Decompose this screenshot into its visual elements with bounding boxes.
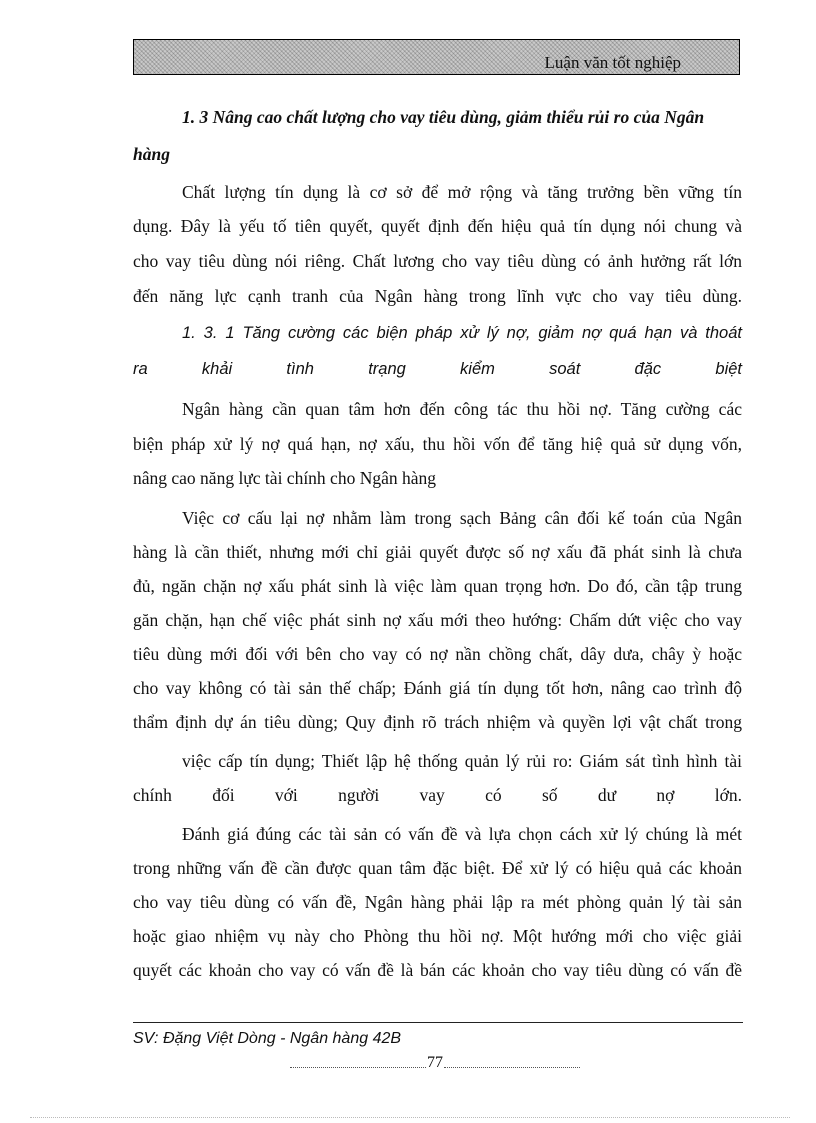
paragraph-4-line-3: cho vay tiêu dùng có vấn đề, Ngân hàng phải lập ra mét phòng quản lý tài sản <box>133 892 742 912</box>
paragraph-1-line-2: dụng. Đây là yếu tố tiên quyết, quyết định đến hiệu quả tín dụng nói chung và <box>133 216 742 236</box>
paragraph-4-line-1: Đánh giá đúng các tài sản có vấn đề và lựa chọn cách xử lý chúng là mét <box>182 824 742 844</box>
paragraph-1-line-1: Chất lượng tín dụng là cơ sở để mở rộng và tăng trưởng bền vững tín <box>182 182 742 202</box>
paragraph-3-line-7: thẩm định dự án tiêu dùng; Quy định rõ trách nhiệm và quyền lợi vật chất trong <box>133 712 742 732</box>
page-number-row <box>290 1055 580 1071</box>
footer-divider <box>133 1022 743 1023</box>
paragraph-1-line-3: cho vay tiêu dùng nói riêng. Chất lương cho vay tiêu dùng có ảnh hưởng rất lớn <box>133 251 742 271</box>
paragraph-3-line-9: chính đối với người vay có số dư nợ lớn. <box>133 785 742 805</box>
footer-author: SV: Đặng Việt Dòng - Ngân hàng 42B <box>133 1030 402 1047</box>
paragraph-2-line-1: Ngân hàng cần quan tâm hơn đến công tác thu hồi nợ. Tăng cường các <box>182 399 742 419</box>
page-number-leader-left <box>290 1067 426 1068</box>
paragraph-2-line-2: biện pháp xử lý nợ quá hạn, nợ xấu, thu hồi vốn để tăng hiệ quả sử dụng vốn, <box>133 434 742 454</box>
paragraph-4-line-5: quyết các khoản cho vay có vấn đề là bán các khoản cho vay tiêu dùng có vấn đề <box>133 960 742 980</box>
section-heading-line-1: 1. 3 Nâng cao chất lượng cho vay tiêu dùng, giảm thiểu rủi ro của Ngân <box>182 107 705 127</box>
paragraph-3-line-4: găn chặn, hạn chế việc phát sinh nợ xấu mới theo hướng: Chấm dứt việc cho vay <box>133 610 742 630</box>
paragraph-3-line-6: cho vay không có tài sản thế chấp; Đánh giá tín dụng tốt hơn, nâng cao trình độ <box>133 678 742 698</box>
paragraph-3-line-5: tiêu dùng mới đối với bên cho vay có nợ nần chồng chất, dây dưa, chây ỳ hoặc <box>133 644 742 664</box>
paragraph-4-line-2: trong những vấn đề cần được quan tâm đặc biệt. Để xử lý có hiệu quả các khoản <box>133 858 742 878</box>
paragraph-3-line-3: đủ, ngăn chặn nợ xấu phát sinh là việc làm quan trọng hơn. Do đó, cần tập trung <box>133 576 742 596</box>
subsection-heading-line-2: ra khải tình trạng kiểm soát đặc biệt <box>133 360 742 378</box>
paragraph-4-line-4: hoặc giao nhiệm vụ này cho Phòng thu hồi nợ. Một hướng mới cho việc giải <box>133 926 742 946</box>
paragraph-3-line-2: hàng là cần thiết, nhưng mới chỉ giải quyết được số nợ xấu đã phát sinh là chưa <box>133 542 742 562</box>
paragraph-3-line-8: việc cấp tín dụng; Thiết lập hệ thống quản lý rủi ro: Giám sát tình hình tài <box>182 751 742 771</box>
paragraph-3-line-1: Việc cơ cấu lại nợ nhằm làm trong sạch Bảng cân đối kế toán của Ngân <box>182 508 742 528</box>
paragraph-1-line-4: đến năng lực cạnh tranh của Ngân hàng trong lĩnh vực cho vay tiêu dùng. <box>133 286 742 306</box>
page-header-banner <box>133 39 740 75</box>
header-title: Luận văn tốt nghiệp <box>544 53 681 72</box>
page-number-leader-right <box>444 1067 580 1068</box>
page-number: 77 <box>427 1054 443 1071</box>
page-bottom-edge <box>30 1117 790 1118</box>
subsection-heading-line-1: 1. 3. 1 Tăng cường các biện pháp xử lý nợ, giảm nợ quá hạn và thoát <box>182 324 742 342</box>
section-heading-line-2: hàng <box>133 144 170 164</box>
paragraph-2-line-3: nâng cao năng lực tài chính cho Ngân hàng <box>133 468 436 488</box>
